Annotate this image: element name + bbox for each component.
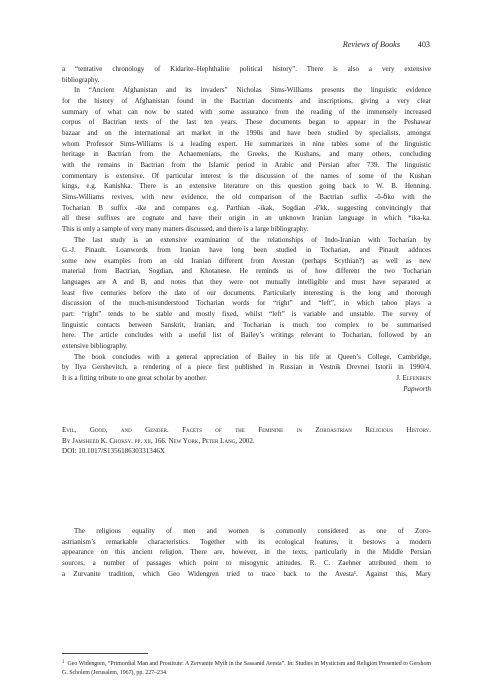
page-header xyxy=(0,40,430,54)
text-line: for the history of Afghanistan found in the Bactrian documents and inscriptions, giving a very clear xyxy=(62,96,431,105)
reviewer-name: J. Elfenbein xyxy=(396,374,431,382)
text-line: In “Ancient Afghanistan and its invaders” Nicholas Sims-Williams presents the linguistic evidence xyxy=(74,86,431,95)
doi: DOI: 10.1017/S135618630331346X xyxy=(62,447,165,456)
text-line: corpus of Bactrian texts of the last ten years. These documents began to appear in the Peshawar xyxy=(62,118,431,127)
text-line: here. The article concludes with a useful list of Bailey’s writings relevant to Tocharian, followed by an xyxy=(62,331,431,340)
text-line: appearance on this ancient religion. There are, however, in the texts, particularly in the Middle Persian xyxy=(62,548,431,557)
text-line: least five centuries before the date of our documents. Particularly interesting is the long and thorough xyxy=(62,288,431,297)
review-body-choksy xyxy=(62,526,431,579)
text-line: The religious equality of men and women is commonly considered as one of Zoro- xyxy=(74,527,431,535)
text-line: discussion of the much-misunderstood Tocharian words for “right” and “left”, in which taboo plays a xyxy=(62,299,431,308)
text-line: all these suffixes are cognate and have their origin in an unknown Iranian language in which *ikә-ka. xyxy=(62,214,431,223)
text-line: some new examples from an old Iranian different from Avestan (perhaps Scythian?) as well as new xyxy=(62,256,431,265)
footnote xyxy=(62,658,431,679)
text-line: sources, a number of passages which point to misogynic attitudes. R. C. Zaehner attributed them to xyxy=(62,558,431,567)
text-line: by Ilya Gershevitch, a rendering of a piece first published in Russian in Vestnik Drevnei Istorii in 1990/4. xyxy=(62,363,431,372)
review-heading xyxy=(62,425,431,457)
text-line: summary of what can now be stated with some assurance from the reading of the immensely increased xyxy=(62,107,431,116)
text-line: G.-J. Pinault. Loanwords from Iranian have long been studied in Tocharian, and Pinault adduces xyxy=(62,246,431,255)
text-line: a “tentative chronology of Kidarite–Hephthalite political history”. There is also a very extensive xyxy=(62,65,431,73)
text-line: material from Bactrian, Sogdian, and Khotanese. He reminds us of how different the two Tocharian xyxy=(62,267,431,276)
text-line: commentary is extensive. Of particular interest is the discussion of the names of some of the Kushan xyxy=(62,171,431,180)
book-byline: By Jamsheed K. Choksy. pp. xii, 166. New York, Peter Lang, 2002. xyxy=(62,436,255,445)
text-line: bazaar and on the international art market in the 1990s and have been studied by specialists, amongst xyxy=(62,128,431,137)
text-line: Sims-Williams revives, with new evidence, the old comparison of the Bactrian suffix -ŏ-ẟko with the xyxy=(62,192,431,201)
book-title: Evil, Good, and Gender. Facets of the Feminine in Zoroastrian Religious History. xyxy=(62,426,431,434)
text-line: heritage in Bactrian from the Achaemenians, the Greeks, the Kushans, and many others, concluding xyxy=(62,150,431,159)
footnote-text: Geo Widengren, “Primordial Man and Prostitute: A Zervanite Myth in the Sassanid Avesta”. In: Studies in Mysticism and Religion Presented to Gershom G. Scholem (Jerusalem, 1967), pp. 227–234. xyxy=(62,661,431,677)
text-line: languages are A and B, and notes that they were not mutually intelligible and must have separated at xyxy=(62,278,431,287)
text-line: part: “right” tends to be stable and mostly fixed, whilst “left” is variable and unstable. The survey of xyxy=(62,310,431,319)
page-number: 403 xyxy=(417,40,430,49)
text-line: linguistic contacts between Sanskrit, Iranian, and Tocharian is much too complex to be summarised xyxy=(62,320,431,329)
text-line: The last study is an extensive examination of the relationships of Indo-Iranian with Tocharian by xyxy=(74,235,431,244)
text-line: Tocharian B suffix -ike and compares e.g. Parthian -ikak, Sogdian -ĕ'kk, suggesting convincingly that xyxy=(62,203,431,212)
reviewer-location: Papworth xyxy=(403,385,431,393)
text-line: astrianism’s remarkable characteristics. Together with its ecological features, it bestows a modern xyxy=(62,537,431,546)
footnote-number: 1 xyxy=(62,660,65,665)
text-line: It is a fitting tribute to one great scholar by another. xyxy=(62,374,208,383)
running-head: Reviews of Books xyxy=(342,40,400,49)
text-line: extensive bibliography. xyxy=(62,342,128,351)
review-body-elfenbein xyxy=(62,64,431,384)
text-line: a Zurvanite tradition, which Geo Widengren tried to trace back to the Avesta¹. Against this, Mary xyxy=(62,569,431,578)
text-line: bibliography. xyxy=(62,75,100,84)
footnote-rule xyxy=(62,653,148,654)
text-line: with the remains in Bactrian from the Islamic period in Arabic and Persian after 739. The linguistic xyxy=(62,160,431,169)
text-line: whom Professor Sims-Williams is a leading expert. He summarizes in nine tables some of the linguistic xyxy=(62,139,431,148)
text-line: This is only a sample of very many matters discussed, and there is a large bibliography. xyxy=(62,224,309,233)
text-line: The book concludes with a general appreciation of Bailey in his life at Queen’s College, Cambridge, xyxy=(74,352,431,361)
text-line: kings, e.g. Kanishka. There is an extensive literature on this question going back to W. B. Henning. xyxy=(62,182,431,191)
